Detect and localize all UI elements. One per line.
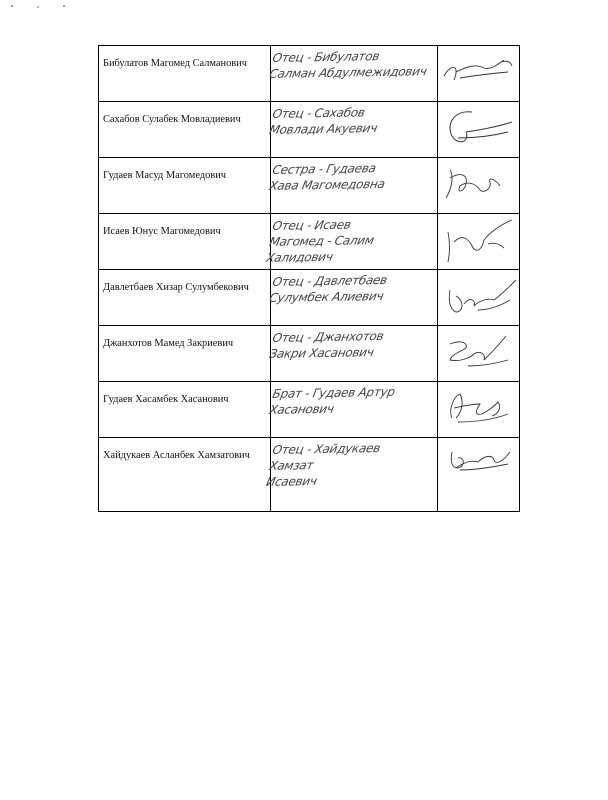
person-name: Гудаев Хасамбек Хасанович xyxy=(103,394,229,405)
handwritten-line: Отец - Джанхотов xyxy=(271,329,385,345)
relative-cell xyxy=(268,382,438,438)
handwritten-relative-note xyxy=(264,99,438,138)
relative-cell xyxy=(268,270,438,326)
table-row xyxy=(99,102,520,158)
person-name: Гудаев Масуд Магомедович xyxy=(103,170,226,181)
name-cell xyxy=(99,438,271,512)
name-cell xyxy=(99,46,271,102)
scan-speckles xyxy=(0,0,80,14)
table-row xyxy=(99,382,520,438)
table-row xyxy=(99,158,520,214)
handwritten-line: Отец - Сахабов xyxy=(271,105,367,121)
handwritten-relative-note xyxy=(264,267,438,306)
signature-cell xyxy=(438,438,520,512)
handwritten-relative-note xyxy=(264,379,438,418)
relative-cell xyxy=(268,326,438,382)
relative-cell xyxy=(268,46,438,102)
relative-cell xyxy=(265,438,438,512)
handwritten-relative-note xyxy=(264,155,438,194)
name-cell xyxy=(99,270,271,326)
handwritten-line: Отец - Исаев xyxy=(271,217,353,233)
table-row xyxy=(99,46,520,102)
signature-cell xyxy=(438,46,520,102)
handwritten-line: Исаевич xyxy=(265,474,319,489)
person-name: Давлетбаев Хизар Сулумбекович xyxy=(103,282,249,293)
handwritten-signature xyxy=(438,382,519,437)
handwritten-line: Хасанович xyxy=(268,401,336,417)
handwritten-line: Отец - Бибулатов xyxy=(271,49,381,65)
handwritten-line: Отец - Хайдукаев xyxy=(271,441,382,457)
handwritten-line: Магомед - Салим xyxy=(268,233,376,249)
handwritten-line: Салман Абдулмежидович xyxy=(268,64,428,81)
name-cell xyxy=(99,158,271,214)
table-row xyxy=(99,270,520,326)
table-row xyxy=(99,214,520,270)
name-cell xyxy=(99,214,271,270)
table-row xyxy=(99,438,520,512)
handwritten-line: Сулумбек Алиевич xyxy=(268,288,385,305)
handwritten-relative-note xyxy=(261,435,438,490)
handwritten-signature xyxy=(438,102,519,157)
signature-cell xyxy=(438,382,520,438)
handwritten-line: Закри Хасанович xyxy=(268,345,375,361)
handwritten-line: Хамзат xyxy=(268,458,315,473)
signature-cell xyxy=(438,158,520,214)
relative-cell xyxy=(265,214,438,270)
table-row xyxy=(99,326,520,382)
handwritten-relative-note xyxy=(261,211,438,266)
relative-cell xyxy=(268,102,438,158)
handwritten-line: Хава Магомедовна xyxy=(268,176,387,193)
signature-cell xyxy=(438,102,520,158)
signature-cell xyxy=(438,270,520,326)
handwritten-signature xyxy=(438,326,519,381)
person-name: Исаев Юнус Магомедович xyxy=(103,226,221,237)
handwritten-line: Брат - Гудаев Артур xyxy=(271,384,397,401)
handwritten-line: Сестра - Гудаева xyxy=(271,161,378,177)
relative-cell xyxy=(268,158,438,214)
signature-cell xyxy=(438,326,520,382)
handwritten-signature xyxy=(438,214,519,269)
handwritten-line: Мовлади Акуевич xyxy=(268,121,379,137)
handwritten-signature xyxy=(438,438,519,493)
handwritten-signature xyxy=(438,270,519,325)
person-name: Хайдукаев Асланбек Хамзатович xyxy=(103,450,250,461)
handwritten-signature xyxy=(438,158,519,213)
signature-cell xyxy=(438,214,520,270)
handwritten-line: Халидович xyxy=(265,249,334,265)
name-cell xyxy=(99,382,271,438)
handwritten-relative-note xyxy=(264,43,438,82)
handwritten-signature xyxy=(438,46,519,101)
person-name: Сахабов Сулабек Мовладиевич xyxy=(103,114,241,125)
person-name: Бибулатов Магомед Салманович xyxy=(103,58,247,69)
signature-table xyxy=(98,45,520,512)
handwritten-line: Отец - Давлетбаев xyxy=(271,272,389,289)
name-cell xyxy=(99,326,271,382)
handwritten-relative-note xyxy=(264,323,438,362)
name-cell xyxy=(99,102,271,158)
person-name: Джанхотов Мамед Закриевич xyxy=(103,338,234,349)
